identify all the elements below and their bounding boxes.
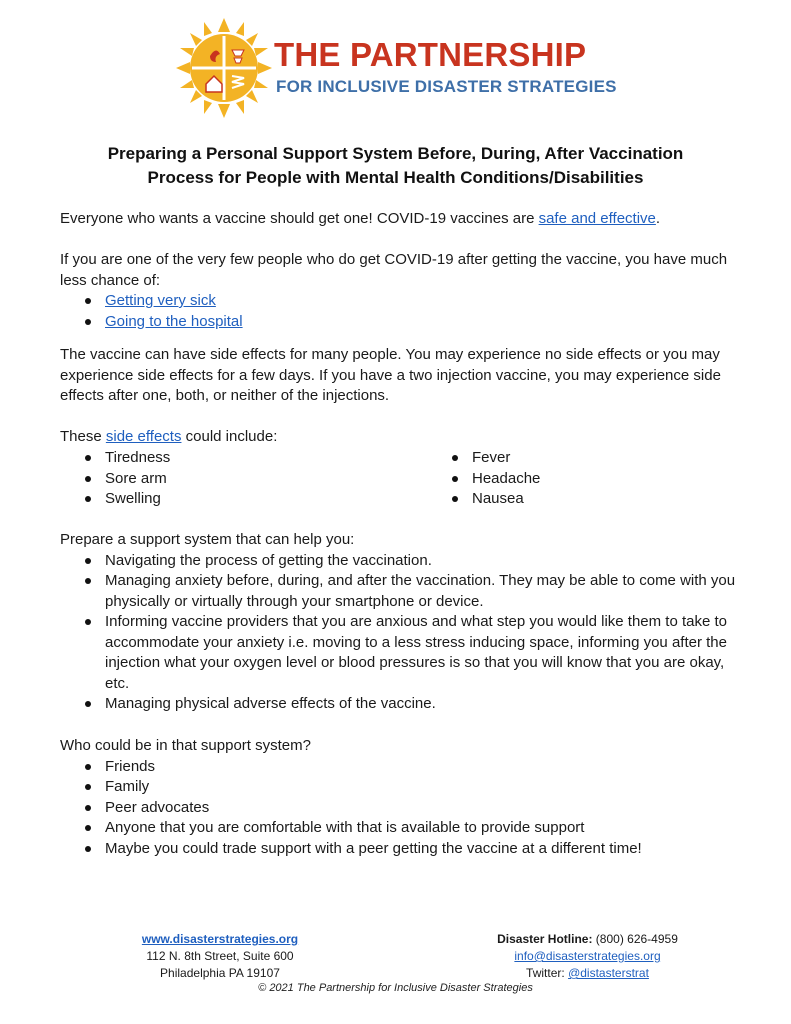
email-link[interactable]: info@disasterstrategies.org [514, 949, 661, 963]
side-effects-intro [60, 427, 740, 448]
side-effects-prefix: These [60, 428, 106, 445]
intro-end: . [655, 210, 661, 227]
intro-text: Everyone who wants a vaccine should get one! COVID-19 vaccines are [60, 210, 539, 227]
intro-paragraph [60, 209, 740, 230]
side-effects-suffix: could include: [181, 428, 278, 445]
address-line-1: 112 N. 8th Street, Suite 600 [146, 949, 294, 963]
list-item: Managing anxiety before, during, and after the vaccination. They may be able to come with you physically or virtually through your smartphone or device. [60, 571, 736, 612]
list-item: Sore arm [60, 469, 390, 490]
list-item: Swelling [60, 489, 390, 510]
getting-very-sick-link[interactable]: Getting very sick [105, 292, 216, 309]
list-item: Tiredness [60, 448, 390, 469]
list-item: Navigating the process of getting the vaccination. [60, 551, 736, 572]
chance-list [60, 291, 732, 332]
side-effects-paragraph: The vaccine can have side effects for many people. You may experience no side effects or you may experience side effects for a few days. If you have a two injection vaccine, you may experience side effects after one, both, or neither of the injections. [60, 346, 721, 404]
list-item: Peer advocates [60, 798, 740, 819]
side-effects-link[interactable]: side effects [105, 428, 182, 445]
list-item: Headache [427, 469, 757, 490]
twitter-link[interactable]: @distasterstrat [568, 966, 649, 980]
copyright: © 2021 The Partnership for Inclusive Disaster Strategies [258, 982, 533, 994]
chance-section [60, 250, 732, 332]
who-list [60, 757, 740, 860]
list-item: Friends [60, 757, 740, 778]
safe-and-effective-link[interactable]: safe and effective [538, 210, 656, 227]
who-section [60, 736, 740, 859]
support-list [60, 551, 736, 715]
going-to-hospital-link[interactable]: Going to the hospital [105, 312, 243, 330]
support-section [60, 530, 736, 715]
footer-contact-block [470, 931, 705, 982]
document-title [60, 142, 731, 190]
hotline-label: Disaster Hotline: [497, 932, 593, 946]
title-line-1: Preparing a Personal Support System Before, During, After Vaccination [107, 144, 684, 163]
side-effects-list-left [60, 448, 390, 510]
who-heading: Who could be in that support system? [60, 737, 311, 754]
list-item: Informing vaccine providers that you are anxious and what step you would like them to take to accommodate your anxiety i.e. moving to a less stress inducing space, informing you after the injection what your oxygen level or blood pressures is so that you will know that you are okay, etc. [60, 612, 736, 694]
partnership-logo [176, 18, 626, 118]
chance-paragraph: If you are one of the very few people who do get COVID-19 after getting the vaccine, you have much less chance of: [60, 251, 728, 289]
list-item: Maybe you could trade support with a peer getting the vaccine at a different time! [60, 839, 740, 860]
list-item: Nausea [427, 489, 757, 510]
twitter-label: Twitter: [526, 966, 569, 980]
list-item [60, 291, 732, 312]
footer-address-block [120, 931, 320, 982]
sun-logo-icon [176, 18, 272, 118]
title-line-2: Process for People with Mental Health Conditions/Disabilities [147, 168, 644, 187]
logo-subtitle: FOR INCLUSIVE DISASTER STRATEGIES [276, 77, 617, 96]
side-effects-list-right [427, 448, 757, 510]
list-item: Family [60, 777, 740, 798]
list-item: Managing physical adverse effects of the vaccine. [60, 694, 736, 715]
list-item: Fever [427, 448, 757, 469]
website-link[interactable]: www.disasterstrategies.org [141, 932, 299, 946]
list-item: Anyone that you are comfortable with that is available to provide support [60, 818, 740, 839]
list-item [60, 312, 732, 333]
address-line-2: Philadelphia PA 19107 [160, 966, 280, 980]
support-heading: Prepare a support system that can help you: [60, 531, 355, 548]
hotline-number: (800) 626-4959 [592, 932, 678, 946]
logo-title: THE PARTNERSHIP [274, 36, 587, 73]
